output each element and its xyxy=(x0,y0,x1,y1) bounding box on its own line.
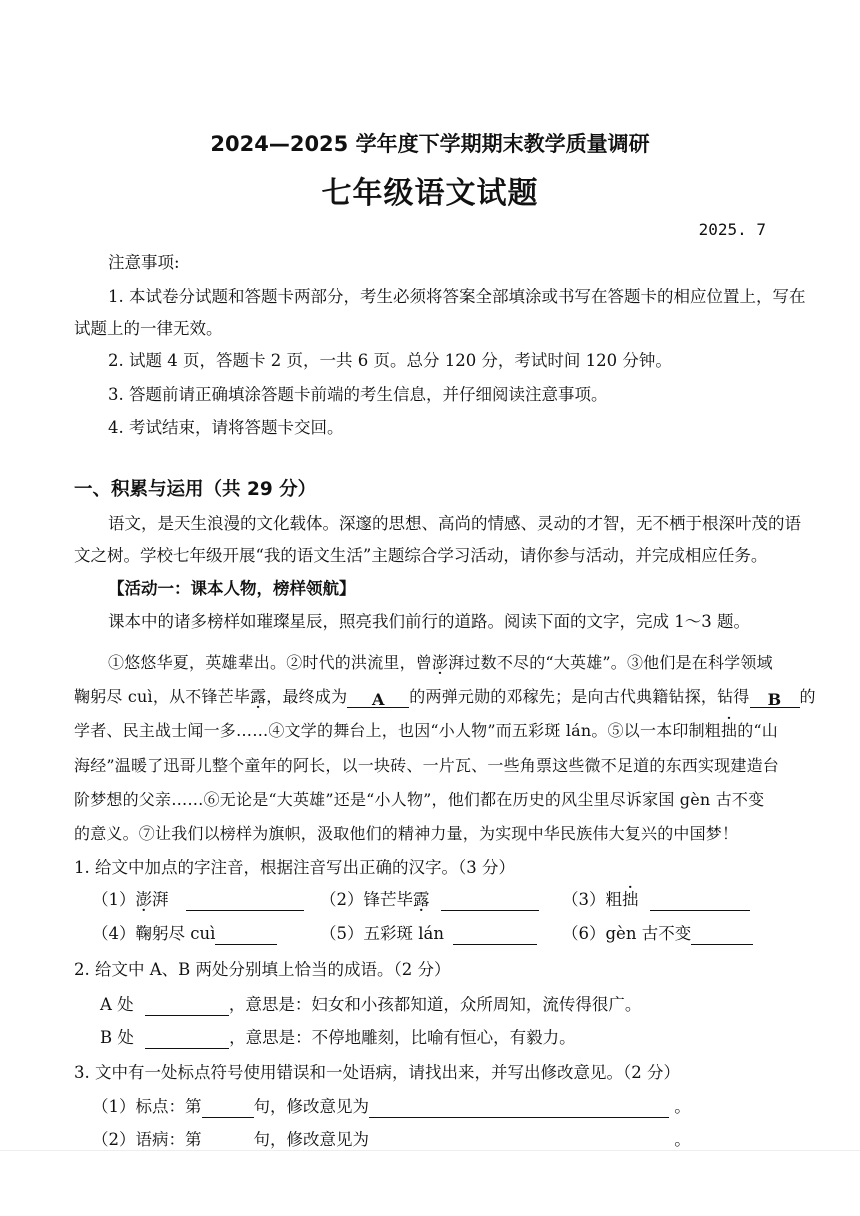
item-text: ，意思是：不停地雕刻，比喻有恒心，有毅力。 xyxy=(229,1028,576,1047)
q1-item-1 xyxy=(92,889,304,911)
item-text: B 处 xyxy=(100,1028,134,1047)
passage-line-6: 的意义。⑦让我们以榜样为旗帜，汲取他们的精神力量，为实现中华民族伟大复兴的中国梦！ xyxy=(74,824,739,843)
passage-text: 的两弹元勋的邓稼先；是向古代典籍钻探，钻得 xyxy=(409,687,750,706)
question-2-stem: 2. 给文中 A、B 两处分别填上恰当的成语。（2 分） xyxy=(74,960,451,979)
exam-title-line1: 2024—2025 学年度下学期期末教学质量调研 xyxy=(210,132,650,156)
passage-text: 的 xyxy=(799,687,816,706)
notice-item-3: 3. 答题前请正确填涂答题卡前端的考生信息，并仔细阅读注意事项。 xyxy=(108,385,608,404)
item-text: 句，修改意见为 xyxy=(253,1130,369,1149)
activity-heading: 【活动一：课本人物，榜样领航】 xyxy=(108,579,356,598)
passage-text: ①悠悠华夏，英雄辈出。②时代的洪流里，曾 xyxy=(108,653,433,672)
passage-line-2 xyxy=(74,686,816,708)
passage-line-3 xyxy=(74,720,778,742)
section-intro-a: 语文，是天生浪漫的文化载体。深邃的思想、高尚的情感、灵动的才智，无不栖于根深叶茂的语 xyxy=(108,514,801,533)
answer-blank[interactable] xyxy=(691,926,753,945)
q1-item-3 xyxy=(562,889,750,911)
blank-a: A xyxy=(347,689,409,708)
q1-item-5 xyxy=(320,923,537,945)
section-intro-b: 文之树。学校七年级开展“我的语文生活”主题综合学习活动，请你参与活动，并完成相应任务。 xyxy=(74,546,768,565)
reading-lead: 课本中的诸多榜样如璀璨星辰，照亮我们前行的道路。阅读下面的文字，完成 1～3 题。 xyxy=(108,612,750,631)
answer-blank[interactable] xyxy=(369,1132,669,1151)
item-text: （4）鞠躬尽 cuì xyxy=(92,924,216,943)
q1-item-6 xyxy=(562,923,753,945)
answer-blank[interactable] xyxy=(145,1030,229,1049)
answer-blank[interactable] xyxy=(145,997,229,1016)
answer-blank[interactable] xyxy=(453,926,537,945)
notice-item-4: 4. 考试结束，请将答题卡交回。 xyxy=(108,418,344,437)
passage-text: ，最终成为 xyxy=(266,687,348,706)
item-text: （3）粗 xyxy=(562,890,622,909)
question-3-stem: 3. 文中有一处标点符号使用错误和一处语病，请找出来，并写出修改意见。（2 分） xyxy=(74,1063,680,1082)
q2-item-b xyxy=(100,1027,576,1049)
item-char: 湃 xyxy=(152,890,169,909)
notice-item-2: 2. 试题 4 页，答题卡 2 页，一共 6 页。总分 120 分，考试时间 120 分钟。 xyxy=(108,351,672,370)
passage-text: 学者、民主战士闻一多……④文学的舞台上，也因“小人物”而五彩斑 lán。⑤以一本印制粗 xyxy=(74,721,722,740)
answer-blank[interactable] xyxy=(202,1099,254,1118)
passage-text: 鞠躬尽 cuì，从不锋芒毕 xyxy=(74,687,251,706)
answer-blank[interactable] xyxy=(186,892,304,911)
item-text: 。 xyxy=(674,1130,691,1149)
dotted-char: 澎 xyxy=(135,890,152,909)
item-text: （1）标点：第 xyxy=(92,1097,202,1116)
notice-heading: 注意事项: xyxy=(108,253,180,272)
item-text: ，意思是：妇女和小孩都知道，众所周知，流传得很广。 xyxy=(228,995,642,1014)
blank-b: B xyxy=(750,689,800,708)
dotted-char: 露 xyxy=(413,890,430,909)
question-1-stem: 1. 给文中加点的字注音，根据注音写出正确的汉字。（3 分） xyxy=(74,858,515,877)
item-text: A 处 xyxy=(100,995,134,1014)
passage-text: 湃过数不尽的“大英雄”。③他们是在科学领域 xyxy=(448,653,773,672)
answer-blank[interactable] xyxy=(202,1132,254,1151)
dotted-char: 露 xyxy=(250,687,267,706)
answer-blank[interactable] xyxy=(650,892,750,911)
passage-line-4: 海经”温暖了迅哥儿整个童年的阿长，以一块砖、一片瓦、一些角票这些微不足道的东西实现建造台 xyxy=(74,756,779,775)
page-bottom-edge xyxy=(0,1150,860,1151)
answer-blank[interactable] xyxy=(215,926,277,945)
notice-item-1b: 试题上的一律无效。 xyxy=(74,319,223,338)
exam-date: 2025. 7 xyxy=(698,220,766,239)
q3-item-1 xyxy=(92,1096,691,1118)
dotted-char: 拙 xyxy=(622,890,639,909)
passage-text: 的“山 xyxy=(737,721,778,740)
q1-item-2 xyxy=(320,889,539,911)
answer-blank[interactable] xyxy=(369,1099,669,1118)
answer-blank[interactable] xyxy=(441,892,539,911)
q3-item-2 xyxy=(92,1129,691,1151)
dotted-char: 澎 xyxy=(432,653,449,672)
notice-item-1a: 1. 本试卷分试题和答题卡两部分，考生必须将答案全部填涂或书写在答题卡的相应位置上，写在 xyxy=(108,287,806,306)
item-text: 。 xyxy=(674,1097,691,1116)
item-text: （2）语病：第 xyxy=(92,1130,202,1149)
item-number: （1） xyxy=(92,890,136,909)
q1-item-4 xyxy=(92,923,277,945)
passage-line-1 xyxy=(108,652,773,674)
section-heading: 一、积累与运用（共 29 分） xyxy=(74,479,317,500)
dotted-char: 拙 xyxy=(721,721,738,740)
item-text: 句，修改意见为 xyxy=(253,1097,369,1116)
item-text: （5）五彩斑 lán xyxy=(320,924,444,943)
exam-title-line2: 七年级语文试题 xyxy=(321,176,539,211)
passage-line-5: 阶梦想的父亲……⑥无论是“大英雄”还是“小人物”，他们都在历史的风尘里尽诉家国 gèn 古不变 xyxy=(74,790,765,809)
q2-item-a xyxy=(100,994,641,1016)
item-text: （6）gèn 古不变 xyxy=(562,924,692,943)
item-text: （2）锋芒毕 xyxy=(320,890,413,909)
